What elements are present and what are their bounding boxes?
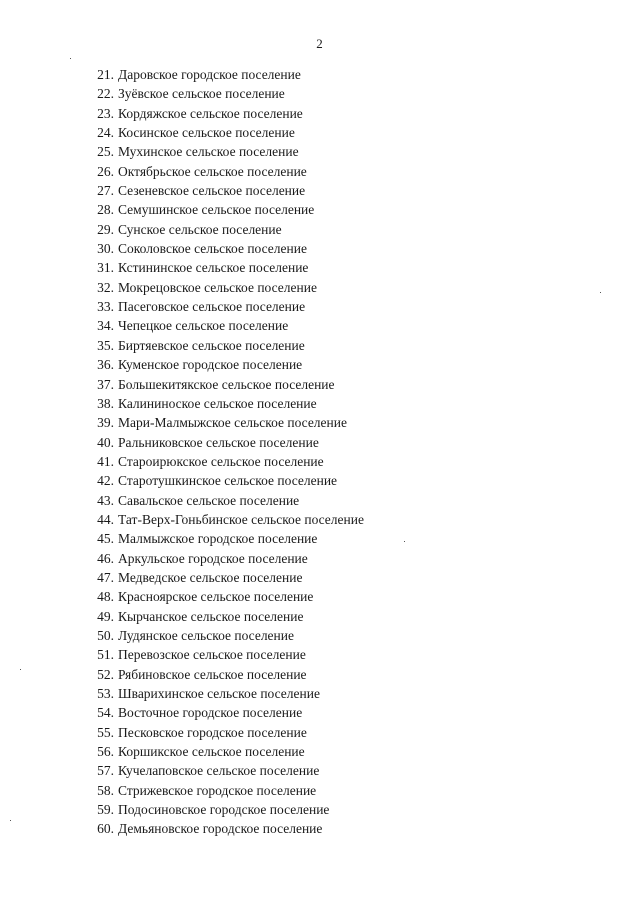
item-number: 53. xyxy=(97,686,114,701)
list-item xyxy=(84,510,364,529)
item-number: 44. xyxy=(97,511,114,527)
settlement-name: Сезеневское сельское поселение xyxy=(118,183,306,199)
item-number: 58. xyxy=(97,782,114,798)
settlement-name: Подосиновское городское поселение xyxy=(118,802,330,818)
settlement-name: Восточное городское поселение xyxy=(118,705,303,721)
list-item xyxy=(84,84,364,103)
settlement-name: Сунское сельское поселение xyxy=(118,221,282,237)
item-number: 56. xyxy=(97,744,114,760)
list-item xyxy=(84,433,364,452)
item-number: 27. xyxy=(97,183,114,199)
scan-speck xyxy=(20,669,21,670)
settlement-name: Староирюкское сельское поселение xyxy=(118,453,324,469)
settlement-name: Октябрьское сельское поселение xyxy=(118,163,307,179)
list-item xyxy=(84,665,364,684)
settlement-name: Коршикское сельское поселение xyxy=(118,744,305,760)
list-item xyxy=(84,336,364,355)
list-item xyxy=(84,104,364,123)
list-item xyxy=(84,568,364,587)
list-item xyxy=(84,375,364,394)
settlement-name: Семушинское сельское поселение xyxy=(118,202,315,218)
settlement-name: Кырчанское сельское поселение xyxy=(118,608,304,624)
settlement-name: Калининоское сельское поселение xyxy=(118,395,317,411)
list-item xyxy=(84,278,364,297)
list-item xyxy=(84,413,364,432)
settlement-list xyxy=(84,65,364,839)
settlement-name: Биртяевское сельское поселение xyxy=(118,337,305,353)
list-item xyxy=(84,239,364,258)
item-number: 36. xyxy=(97,357,114,373)
item-number: 33. xyxy=(97,299,114,315)
settlement-name: Мокрецовское сельское поселение xyxy=(118,279,317,295)
settlement-name: Зуёвское сельское поселение xyxy=(118,86,285,102)
item-number: 52. xyxy=(97,666,114,682)
list-item xyxy=(84,703,364,722)
list-item xyxy=(84,142,364,161)
settlement-name: Старотушкинское сельское поселение xyxy=(118,473,338,489)
item-number: 29. xyxy=(97,221,114,237)
item-number: 50. xyxy=(97,627,114,643)
settlement-name: Лудянское сельское поселение xyxy=(118,627,294,643)
list-item xyxy=(84,181,364,200)
list-item xyxy=(84,819,364,838)
list-item xyxy=(84,491,364,510)
list-item xyxy=(84,684,364,703)
list-item xyxy=(84,607,364,626)
item-number: 46. xyxy=(97,550,114,566)
list-item xyxy=(84,258,364,277)
settlement-name: Кучелаповское сельское поселение xyxy=(118,763,320,779)
item-number: 21. xyxy=(97,67,114,82)
list-item xyxy=(84,800,364,819)
item-number: 30. xyxy=(97,241,114,257)
scan-speck xyxy=(600,292,601,293)
list-item xyxy=(84,781,364,800)
list-item xyxy=(84,394,364,413)
item-number: 48. xyxy=(97,589,114,605)
item-number: 38. xyxy=(97,395,114,411)
list-item xyxy=(84,297,364,316)
item-number: 35. xyxy=(97,337,114,353)
item-number: 59. xyxy=(97,802,114,818)
list-item xyxy=(84,761,364,780)
item-number: 24. xyxy=(97,125,114,141)
list-item xyxy=(84,200,364,219)
item-number: 41. xyxy=(97,453,114,469)
settlement-name: Мухинское сельское поселение xyxy=(118,144,299,160)
settlement-name: Тат-Верх-Гоньбинское сельское поселение xyxy=(118,511,364,527)
item-number: 45. xyxy=(97,531,114,547)
list-item xyxy=(84,316,364,335)
item-number: 31. xyxy=(97,260,114,276)
settlement-name: Соколовское сельское поселение xyxy=(118,241,307,257)
item-number: 43. xyxy=(97,492,114,508)
item-number: 54. xyxy=(97,705,114,721)
list-item xyxy=(84,645,364,664)
settlement-name: Рябиновское сельское поселение xyxy=(118,666,307,682)
settlement-name: Стрижевское городское поселение xyxy=(118,782,317,798)
list-item xyxy=(84,162,364,181)
item-number: 60. xyxy=(97,821,114,837)
settlement-name: Демьяновское городское поселение xyxy=(118,821,323,837)
item-number: 47. xyxy=(97,569,114,585)
settlement-name: Малмыжское городское поселение xyxy=(118,531,318,547)
settlement-name: Даровское городское поселение xyxy=(118,67,301,82)
item-number: 32. xyxy=(97,279,114,295)
item-number: 42. xyxy=(97,473,114,489)
list-item xyxy=(84,742,364,761)
item-number: 37. xyxy=(97,376,114,392)
list-item xyxy=(84,220,364,239)
item-number: 55. xyxy=(97,724,114,740)
item-number: 28. xyxy=(97,202,114,218)
settlement-name: Ральниковское сельское поселение xyxy=(118,434,319,450)
list-item xyxy=(84,471,364,490)
list-item xyxy=(84,355,364,374)
settlement-name: Косинское сельское поселение xyxy=(118,125,295,141)
settlement-name: Шварихинское сельское поселение xyxy=(118,686,320,701)
item-number: 51. xyxy=(97,647,114,663)
item-number: 23. xyxy=(97,105,114,121)
settlement-name: Красноярское сельское поселение xyxy=(118,589,314,605)
settlement-name: Чепецкое сельское поселение xyxy=(118,318,289,334)
item-number: 22. xyxy=(97,86,114,102)
scan-speck xyxy=(404,541,405,542)
list-item xyxy=(84,529,364,548)
item-number: 40. xyxy=(97,434,114,450)
list-item xyxy=(84,452,364,471)
page-number: 2 xyxy=(316,36,323,51)
item-number: 39. xyxy=(97,415,114,431)
item-number: 57. xyxy=(97,763,114,779)
item-number: 25. xyxy=(97,144,114,160)
settlement-name: Кордяжское сельское поселение xyxy=(118,105,303,121)
list-item xyxy=(84,65,364,84)
item-number: 34. xyxy=(97,318,114,334)
settlement-name: Перевозское сельское поселение xyxy=(118,647,306,663)
settlement-name: Аркульское городское поселение xyxy=(118,550,308,566)
settlement-name: Большекитякское сельское поселение xyxy=(118,376,335,392)
list-item xyxy=(84,626,364,645)
settlement-name: Савальское сельское поселение xyxy=(118,492,300,508)
settlement-name: Куменское городское поселение xyxy=(118,357,303,373)
settlement-name: Медведское сельское поселение xyxy=(118,569,303,585)
item-number: 49. xyxy=(97,608,114,624)
list-item xyxy=(84,723,364,742)
scan-speck xyxy=(10,820,11,821)
scan-speck xyxy=(70,58,71,59)
settlement-name: Пасеговское сельское поселение xyxy=(118,299,306,315)
settlement-name: Кстининское сельское поселение xyxy=(118,260,309,276)
settlement-name: Песковское городское поселение xyxy=(118,724,307,740)
list-item xyxy=(84,587,364,606)
item-number: 26. xyxy=(97,163,114,179)
list-item xyxy=(84,549,364,568)
list-item xyxy=(84,123,364,142)
settlement-name: Мари-Малмыжское сельское поселение xyxy=(118,415,347,431)
